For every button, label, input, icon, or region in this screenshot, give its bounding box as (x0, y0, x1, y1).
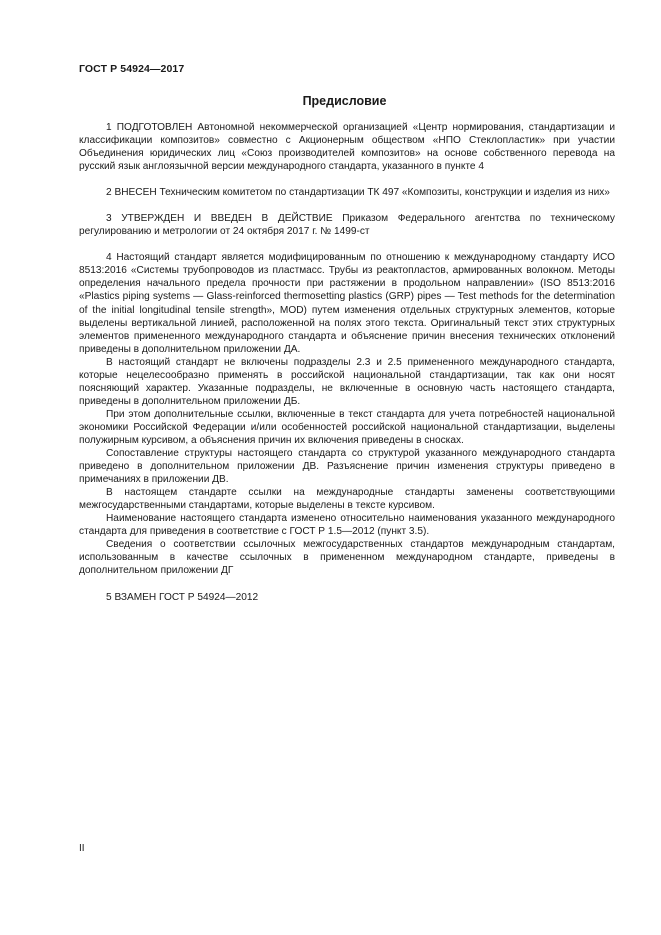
paragraph-5-replaces: 5 ВЗАМЕН ГОСТ Р 54924—2012 (106, 591, 259, 603)
paragraph-4-additional-references: При этом дополнительные ссылки, включенные в текст стандарта для учета потребностей национальной экономики Российской Федерации и/или особенностей российской национальной стандартизации, выделены полужирным курсивом, а объяснения причин их включения приведены в сносках. (79, 408, 615, 446)
document-header-id: ГОСТ Р 54924—2017 (79, 63, 185, 75)
paragraph-4-modified: 4 Настоящий стандарт является модифицированным по отношению к международному стандарту ИСО 8513:2016 «Системы трубопроводов из пластмасс. Трубы из реактопластов, армированных волокном. Методы определения начального предела прочности при растяжении в продольном направлении» (ISO 8513:2016 «Plastics piping systems — Glass-reinforced thermosetting plastics (GRP) pipes — Test methods for the determination of the initial longitudinal tensile strength», MOD) путем изменения отдельных структурных элементов, которые выделены вертикальной линией, расположенной на полях этого текста. Оригинальный текст этих структурных элементов примененного международного стандарта и объяснение причин внесения технических отклонений приведены в дополнительном приложении ДА. (79, 252, 615, 355)
paragraph-4-reference-replacement: В настоящем стандарте ссылки на международные стандарты заменены соответствующими межгосударственными стандартами, которые выделены в тексте курсивом. (79, 487, 615, 512)
foreword-body (79, 121, 615, 604)
paragraph-4-structure-comparison: Сопоставление структуры настоящего стандарта со структурой указанного международного стандарта приведено в дополнительном приложении ДВ. Разъяснение причин изменения структуры приведено в примечаниях в приложении ДВ. (79, 448, 615, 486)
section-title: Предисловие (302, 94, 387, 108)
paragraph-4-excluded-subsections: В настоящий стандарт не включены подразделы 2.3 и 2.5 примененного международного стандарта, которые нецелесообразно применять в российской национальной стандартизации, так как они носят поясняющий характер. Указанные подразделы, не включенные в основную часть настоящего стандарта, приведены в дополнительном приложении ДБ. (79, 356, 615, 407)
paragraph-3-approved: 3 УТВЕРЖДЕН И ВВЕДЕН В ДЕЙСТВИЕ Приказом Федерального агентства по техническому регулированию и метрологии от 24 октября 2017 г. № 1499-ст (79, 213, 615, 238)
paragraph-4-reference-info: Сведения о соответствии ссылочных межгосударственных стандартов международным стандартам, использованным в качестве ссылочных в примененном международном стандарте, приведены в дополнительном приложении ДГ (79, 539, 615, 577)
page-number: II (79, 843, 85, 854)
paragraph-2-introduced: 2 ВНЕСЕН Техническим комитетом по стандартизации ТК 497 «Композиты, конструкции и изделия из них» (106, 187, 610, 199)
paragraph-4-name-change: Наименование настоящего стандарта изменено относительно наименования указанного международного стандарта для приведения в соответствие с ГОСТ Р 1.5—2012 (пункт 3.5). (79, 513, 615, 538)
paragraph-1-prepared: 1 ПОДГОТОВЛЕН Автономной некоммерческой организацией «Центр нормирования, стандартизации и классификации композитов» совместно с Акционерным обществом «НПО Стеклопластик» при участии Объединения юридических лиц «Союз производителей композитов» на основе собственного перевода на русский язык англоязычной версии международного стандарта, указанного в пункте 4 (79, 122, 615, 173)
